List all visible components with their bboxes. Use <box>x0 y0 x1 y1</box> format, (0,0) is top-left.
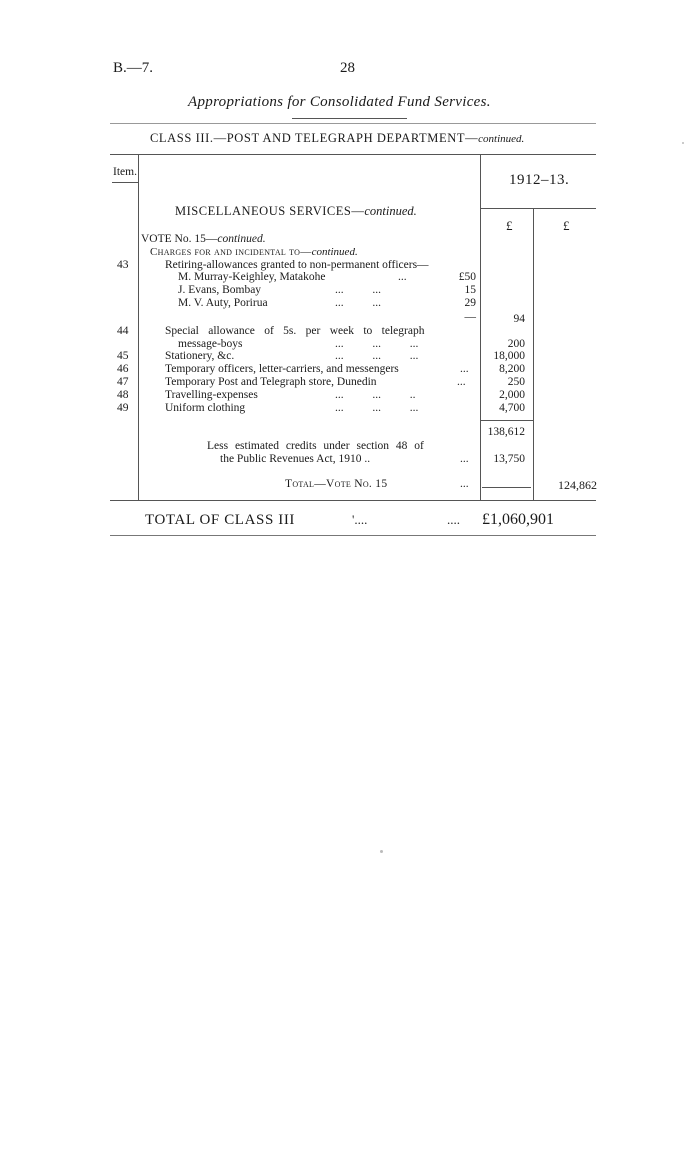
leader-dots: ... ... ... <box>335 350 419 362</box>
top-rule <box>110 123 596 124</box>
line-item-text: Retiring-allowances granted to non-permanent officers— <box>165 259 429 271</box>
leader-dots: '.... <box>352 512 368 527</box>
leader-dots: ... ... <box>335 284 381 296</box>
page-number: 28 <box>340 60 355 76</box>
item-number: 43 <box>117 259 129 271</box>
amount-column-divider <box>480 155 481 500</box>
item-number: 47 <box>117 376 129 388</box>
line-item-text: M. V. Auty, Porirua <box>178 297 268 309</box>
sub-amount: 15 <box>464 284 476 296</box>
item-number: 49 <box>117 402 129 414</box>
leader-dots: ... <box>460 363 469 375</box>
less-credits-text-cont: the Public Revenues Act, 1910 .. <box>220 453 371 465</box>
leader-dots: ... <box>457 376 466 388</box>
sub-amount: £50 <box>458 271 476 283</box>
leader-dots: ... ... ... <box>335 338 419 350</box>
leader-dots: ... <box>460 478 469 490</box>
line-item-text: Special allowance of 5s. per week to telegraph <box>165 325 425 337</box>
total-vote-rule <box>482 487 531 488</box>
total-vote-amount: 124,862 <box>558 478 597 492</box>
subtitle-rule <box>292 118 407 119</box>
class-title <box>150 131 524 146</box>
subtotal-column-divider <box>533 208 534 500</box>
line-item-text: Uniform clothing <box>165 402 246 414</box>
amount-value: 8,200 <box>499 363 525 375</box>
total-vote-label: Total—Vote No. 15 <box>285 478 388 490</box>
document-reference: B.—7. <box>113 60 154 76</box>
vote-label-suffix: continued. <box>217 233 266 245</box>
line-item-text: Temporary officers, letter-carriers, and messengers <box>165 363 399 375</box>
line-item-text: Stationery, &c. <box>165 350 235 362</box>
currency-header-col2: £ <box>563 218 570 233</box>
class-total-amount: £1,060,901 <box>482 511 554 528</box>
line-item-text: Travelling-expenses <box>165 389 258 401</box>
amount-value: 200 <box>507 338 525 350</box>
vote-label-main: VOTE No. 15— <box>141 233 218 245</box>
amount-value: 2,000 <box>499 389 525 401</box>
less-credits-amount: 13,750 <box>493 453 525 465</box>
item-number: 44 <box>117 325 129 337</box>
item-header-rule <box>112 182 138 183</box>
paper-speck <box>682 142 684 144</box>
class-title-main: CLASS III.—POST AND TELEGRAPH DEPARTMENT— <box>150 131 479 145</box>
section-title-main: MISCELLANEOUS SERVICES— <box>175 204 365 218</box>
paper-speck <box>380 850 383 853</box>
line-item-text: Temporary Post and Telegraph store, Dunedin <box>165 376 377 388</box>
amount-value: 94 <box>513 313 525 325</box>
class-total-rule <box>110 535 596 536</box>
item-number: 48 <box>117 389 129 401</box>
leader-dots: ... ... <box>335 297 381 309</box>
item-number: 45 <box>117 350 129 362</box>
item-column-header: Item. <box>113 166 137 178</box>
charges-label-suffix: continued. <box>311 246 358 258</box>
leader-dots: ... ... .. <box>335 389 416 401</box>
amount-value: 18,000 <box>493 350 525 362</box>
leader-dots: ... <box>398 271 407 283</box>
subtotal-rule <box>480 420 533 421</box>
subtotal-amount: 138,612 <box>487 426 525 438</box>
amount-value: 4,700 <box>499 402 525 414</box>
item-number: 46 <box>117 363 129 375</box>
page-subtitle: Appropriations for Consolidated Fund Services. <box>188 94 491 110</box>
item-column-divider <box>138 155 139 500</box>
section-title-suffix: continued. <box>364 204 417 218</box>
leader-dots: ... ... ... <box>335 402 419 414</box>
line-item-text: M. Murray-Keighley, Matakohe <box>178 271 326 283</box>
sub-amount-rule: — <box>464 311 476 323</box>
year-column-header: 1912–13. <box>509 172 570 188</box>
class-total-label: TOTAL OF CLASS III <box>145 512 296 528</box>
amount-value: 250 <box>507 376 525 388</box>
charges-label <box>150 246 358 258</box>
charges-label-main: Charges for and incidental to— <box>150 246 312 258</box>
less-credits-text: Less estimated credits under section 48 of <box>207 440 424 452</box>
section-title <box>175 204 417 219</box>
line-item-text: message-boys <box>178 338 243 350</box>
currency-header-col1: £ <box>506 218 513 233</box>
leader-dots: ... <box>460 453 469 465</box>
sub-amount: 29 <box>464 297 476 309</box>
leader-dots: .... <box>447 512 460 527</box>
table-top-rule <box>110 154 596 155</box>
year-header-rule <box>480 208 596 209</box>
line-item-text: J. Evans, Bombay <box>178 284 262 296</box>
table-bottom-rule <box>110 500 596 501</box>
class-title-suffix: continued. <box>478 133 525 145</box>
vote-label <box>141 233 266 245</box>
